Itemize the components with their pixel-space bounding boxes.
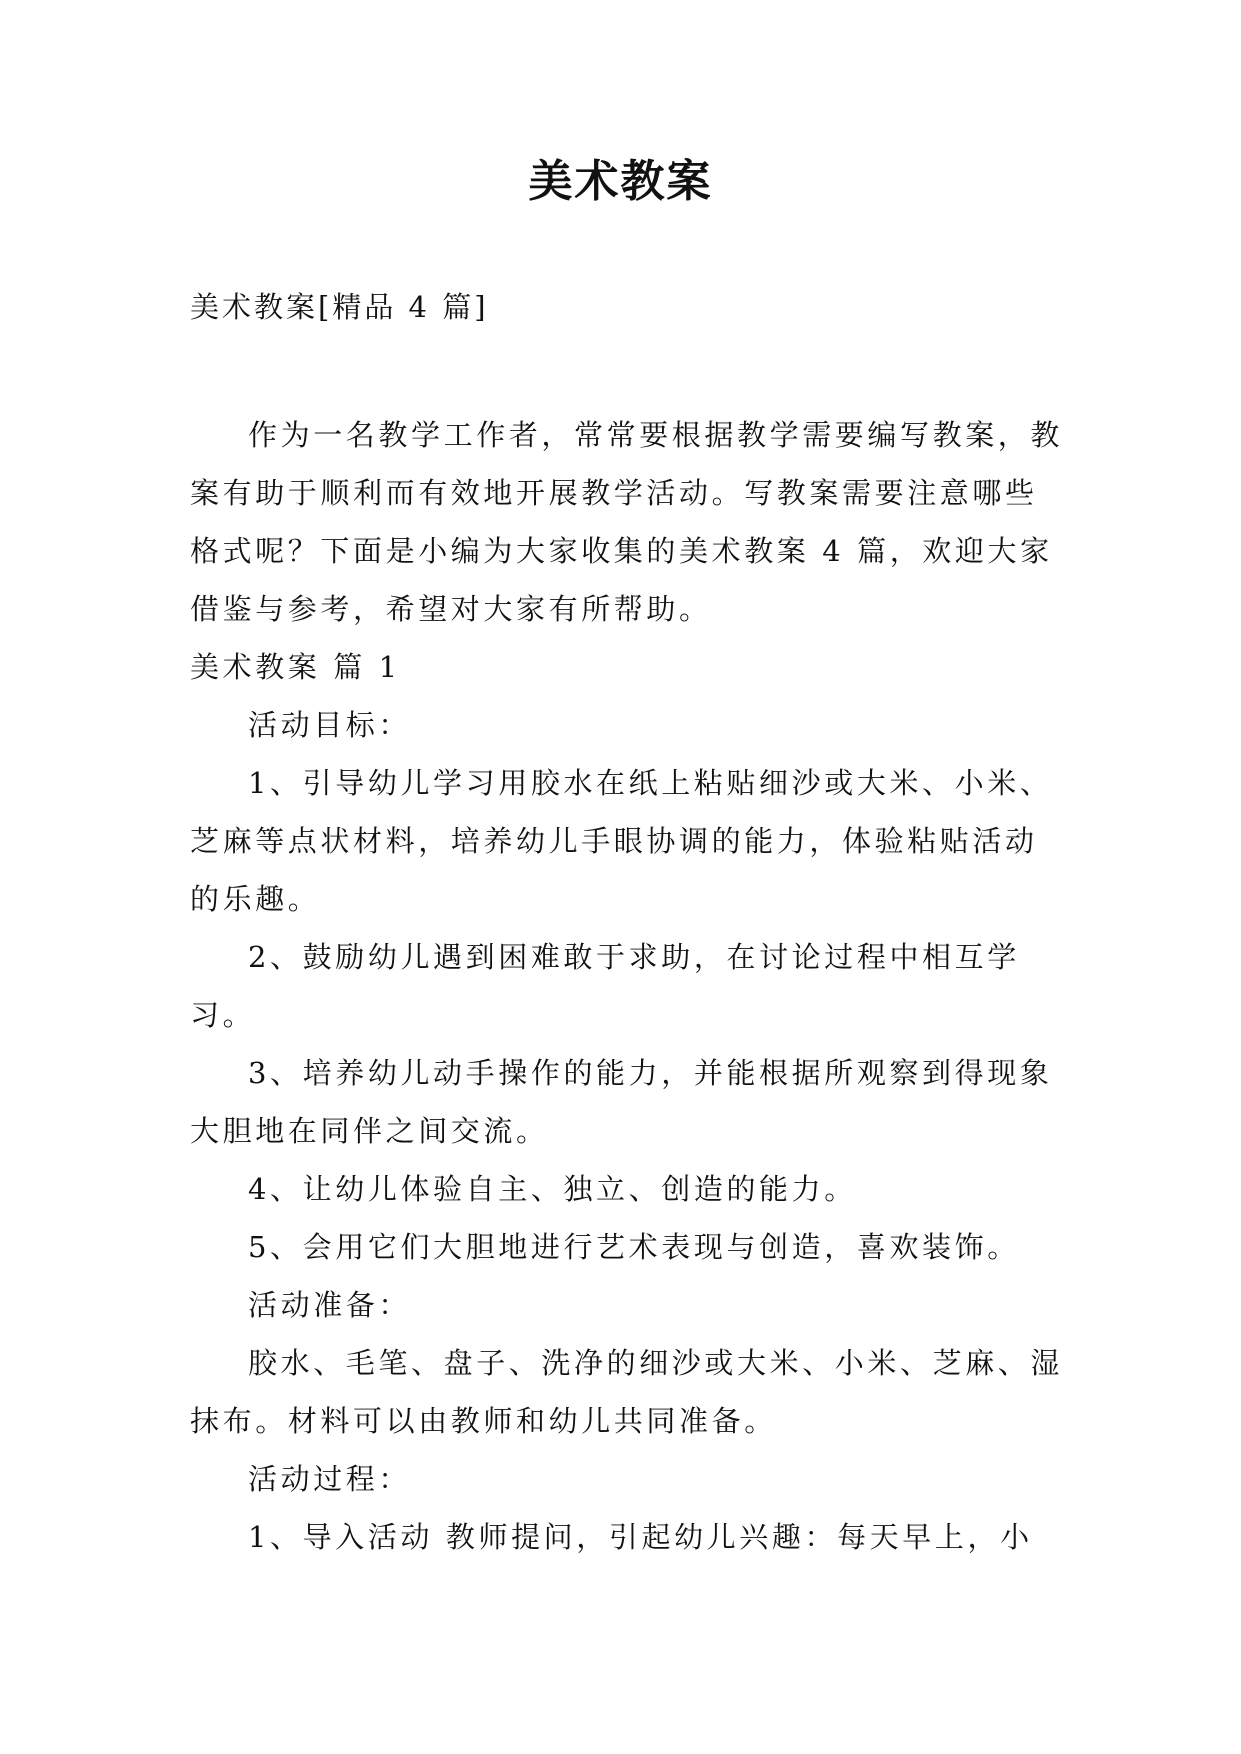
- section-heading: 美术教案 篇 1: [190, 650, 401, 684]
- document-subtitle: 美术教案[精品 4 篇]: [190, 290, 489, 324]
- document-title: 美术教案: [528, 156, 713, 207]
- process-item-1: 1、导入活动 教师提问，引起幼儿兴趣：每天早上，小: [248, 1520, 1033, 1554]
- preparation-paragraph: 胶水、毛笔、盘子、洗净的细沙或大米、小米、芝麻、湿抹布。材料可以由教师和幼儿共同准备。: [190, 1346, 1064, 1438]
- goal-item-4: 4、让幼儿体验自主、独立、创造的能力。: [248, 1172, 857, 1206]
- goal-item-2: 2、鼓励幼儿遇到困难敢于求助，在讨论过程中相互学习。: [190, 940, 1020, 1032]
- goal-item-3: 3、培养幼儿动手操作的能力，并能根据所观察到得现象大胆地在同伴之间交流。: [190, 1056, 1053, 1148]
- goal-item-1: 1、引导幼儿学习用胶水在纸上粘贴细沙或大米、小米、芝麻等点状材料，培养幼儿手眼协调的能力，体验粘贴活动的乐趣。: [190, 766, 1053, 916]
- goal-item-5: 5、会用它们大胆地进行艺术表现与创造，喜欢装饰。: [248, 1230, 1020, 1264]
- subheading-activity-preparation: 活动准备：: [248, 1288, 412, 1322]
- intro-paragraph: 作为一名教学工作者，常常要根据教学需要编写教案，教案有助于顺利而有效地开展教学活动。写教案需要注意哪些格式呢？下面是小编为大家收集的美术教案 4 篇，欢迎大家借鉴与参考，希望对大家有所帮助。: [190, 418, 1064, 626]
- subheading-activity-goals: 活动目标：: [248, 708, 412, 742]
- subheading-activity-process: 活动过程：: [248, 1462, 412, 1496]
- document-body: [190, 406, 1070, 1566]
